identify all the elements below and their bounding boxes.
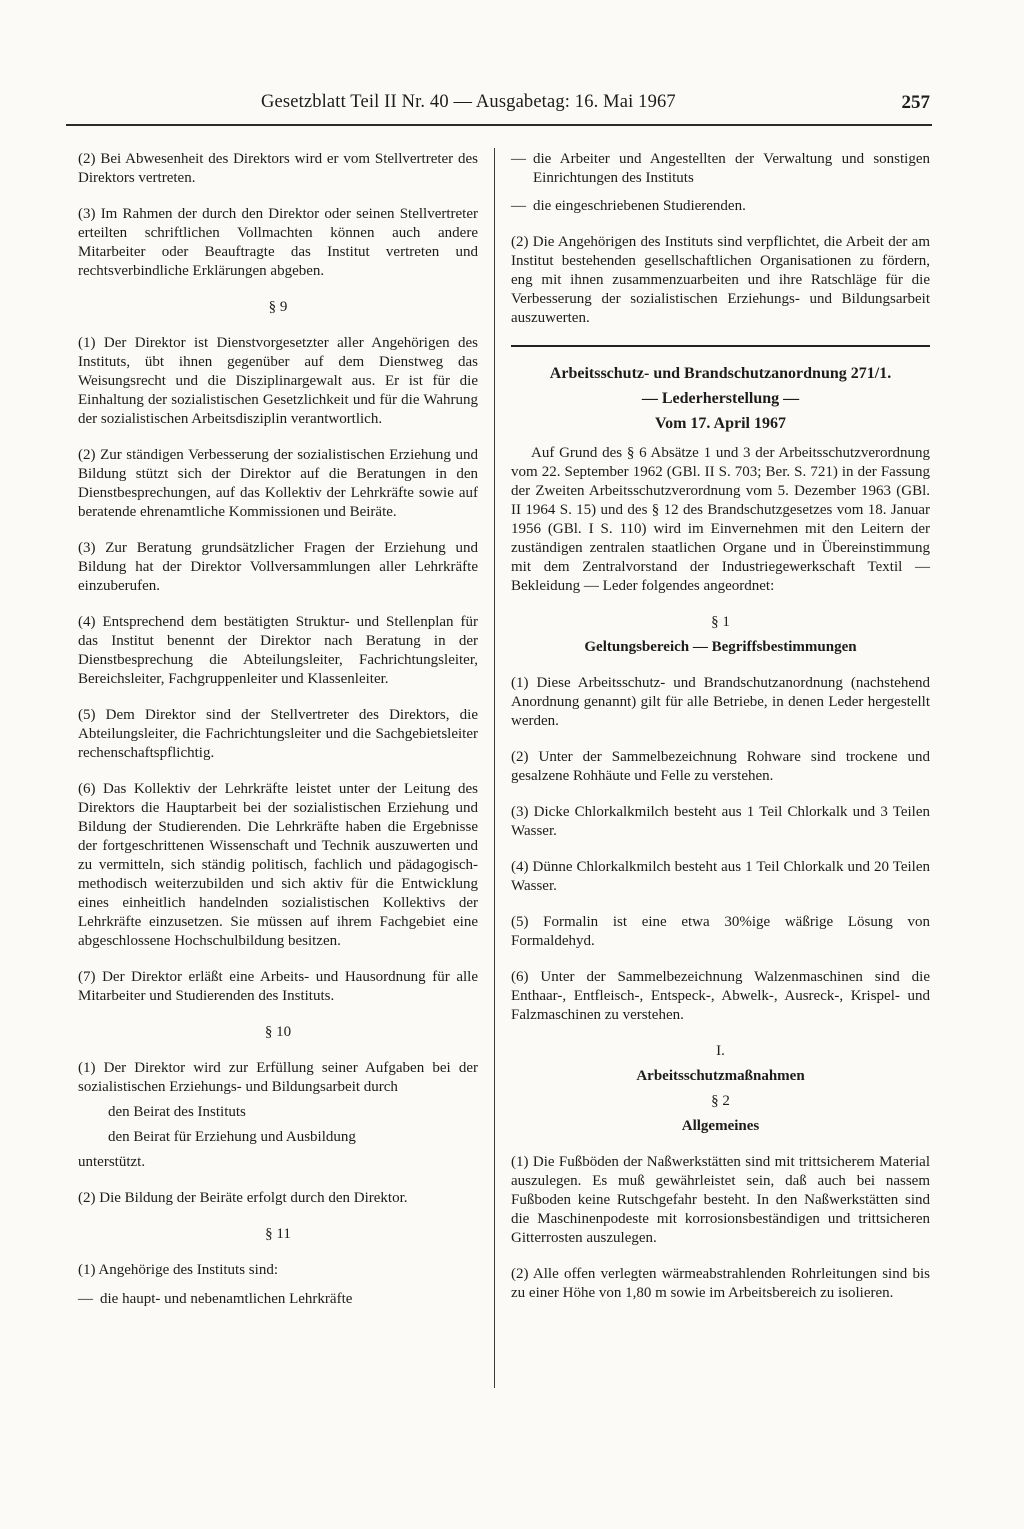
section-rule bbox=[511, 345, 930, 347]
paragraph: unterstützt. bbox=[78, 1154, 146, 1170]
paragraph: (1) Der Direktor wird zur Erfüllung seiner Aufgaben bei der sozialistischen Erziehungs- und Bildungsarbeit durch bbox=[78, 1060, 478, 1095]
paragraph: (4) Entsprechend dem bestätigten Struktur- und Stellenplan für das Institut benennt der Direktor nach Beratung in der Dienstbesprechung die Abteilungsleiter, Fachrichtungsleiter, Bereichsleiter, Fachgruppenleiter und Klassenleiter. bbox=[78, 614, 478, 687]
paragraph: (2) Unter der Sammelbezeichnung Rohware sind trockene und gesalzene Rohhäute und Felle zu verstehen. bbox=[511, 749, 930, 784]
section-heading: § 1 bbox=[711, 614, 730, 630]
paragraph: (6) Unter der Sammelbezeichnung Walzenmaschinen sind die Enthaar-, Entfleisch-, Entspeck-, Abwelk-, Ausreck-, Krispel- und Falzmaschinen zu verstehen. bbox=[511, 969, 930, 1023]
list-item: den Beirat des Instituts bbox=[108, 1104, 246, 1120]
left-column bbox=[78, 150, 478, 1318]
paragraph: (3) Im Rahmen der durch den Direktor oder seinen Stellvertreter erteilten schriftlichen Vollmachten können auch andere Mitarbeiter oder Beauftragte das Institut vertreten und rechtsverbindliche Erklärungen abgeben. bbox=[78, 206, 478, 279]
paragraph: (1) Der Direktor ist Dienstvorgesetzter aller Angehörigen des Instituts, übt ihnen gegenüber auf dem Dienstweg das Weisungsrecht und die Disziplinargewalt aus. Er ist für die Einhaltung der sozialistischen Gesetzlichkeit und für die Wahrung der sozialistischen Arbeitsdisziplin verantwortlich. bbox=[78, 335, 478, 427]
section-heading: § 9 bbox=[268, 299, 288, 315]
dash-list-item bbox=[511, 197, 930, 216]
paragraph: (5) Dem Direktor sind der Stellvertreter des Direktors, die Abteilungsleiter, die Fachrichtungsleiter und die Sachgebietsleiter rechenschaftspflichtig. bbox=[78, 707, 478, 761]
dash-list-item bbox=[78, 1290, 478, 1309]
paragraph: (2) Die Angehörigen des Instituts sind verpflichtet, die Arbeit der am Institut bestehenden gesellschaftlichen Organisationen zu fördern, eng mit ihnen zusammenzuarbeiten und ihre Ratschläge für die Verbesserung der sozialistischen Erziehungs- und Bildungsarbeit auszuwerten. bbox=[511, 234, 930, 326]
paragraph: (3) Zur Beratung grundsätzlicher Fragen der Erziehung und Bildung hat der Direktor Vollversammlungen aller Lehrkräfte einzuberufen. bbox=[78, 540, 478, 594]
part-title: Arbeitsschutzmaßnahmen bbox=[636, 1068, 805, 1084]
right-column bbox=[511, 150, 930, 1320]
preamble: Auf Grund des § 6 Absätze 1 und 3 der Arbeitsschutzverordnung vom 22. September 1962 (GBl. II S. 703; Ber. S. 721) in der Fassung der Zweiten Arbeitsschutzverordnung vom 5. Dezember 1963 (GBl. II 1964 S. 15) und des § 12 des Brandschutzgesetzes vom 18. Januar 1956 (GBl. I S. 110) wird im Einvernehmen mit den Leitern der zuständigen zentralen staatlichen Organe und in Übereinstimmung mit dem Zentralvorstand der Industriegewerkschaft Textil — Bekleidung — Leder folgendes angeordnet: bbox=[511, 445, 930, 594]
section-title: Allgemeines bbox=[681, 1118, 760, 1134]
ordinance-subtitle: — Lederherstellung — bbox=[641, 390, 800, 407]
section-heading: § 11 bbox=[265, 1226, 291, 1242]
paragraph: (2) Zur ständigen Verbesserung der sozialistischen Erziehung und Bildung stützt sich der Direktor auf die Beratungen in den Dienstbesprechungen, auf das Kollektiv der Lehrkräfte sowie auf beratende ehrenamtliche Kommissionen und Beiräte. bbox=[78, 447, 478, 520]
paragraph: (1) Angehörige des Instituts sind: bbox=[78, 1262, 278, 1278]
paragraph: (2) Alle offen verlegten wärmeabstrahlenden Rohrleitungen sind bis zu einer Höhe von 1,80 m sowie im Arbeitsbereich zu isolieren. bbox=[511, 1266, 930, 1301]
paragraph: (6) Das Kollektiv der Lehrkräfte leistet unter der Leitung des Direktors die Hauptarbeit bei der sozialistischen Erziehung und Bildung der Studierenden. Die Lehrkräfte haben die Ergebnisse der fortgeschrittenen Wissenschaft und Technik auszuwerten und zu vermitteln, sich ständig politisch, fachlich und pädagogisch-methodisch weiterzubilden und sich aktiv für die Entwicklung eines einheitlich handelnden sozialistischen Kollektivs der Lehrkräfte einzusetzen. Sie müssen auf ihrem Fachgebiet eine abgeschlossene Hochschulbildung besitzen. bbox=[78, 781, 478, 949]
ordinance-title: Arbeitsschutz- und Brandschutzanordnung 271/1. bbox=[549, 365, 892, 382]
page-header bbox=[66, 86, 932, 122]
dash-marker: — bbox=[511, 151, 526, 167]
header-rule bbox=[66, 124, 932, 126]
paragraph: (7) Der Direktor erläßt eine Arbeits- und Hausordnung für alle Mitarbeiter und Studierenden des Instituts. bbox=[78, 969, 478, 1004]
section-heading: § 10 bbox=[264, 1024, 292, 1040]
paragraph: (2) Die Bildung der Beiräte erfolgt durch den Direktor. bbox=[78, 1190, 408, 1206]
dash-text: die haupt- und nebenamtlichen Lehrkräfte bbox=[100, 1291, 353, 1307]
paragraph: (3) Dicke Chlorkalkmilch besteht aus 1 Teil Chlorkalk und 3 Teilen Wasser. bbox=[511, 804, 930, 839]
ordinance-date: Vom 17. April 1967 bbox=[655, 415, 786, 432]
section-title: Geltungsbereich — Begriffsbestimmungen bbox=[584, 639, 857, 655]
page-number: 257 bbox=[901, 92, 930, 113]
paragraph: (1) Die Fußböden der Naßwerkstätten sind mit trittsicherem Material auszulegen. Es muß gewährleistet sein, daß auch bei nassem Fußboden keine Rutschgefahr besteht. In den Naßwerkstätten sind die Maschinenpodeste mit korrosionsbeständigen und trittsicheren Gitterrosten auszulegen. bbox=[511, 1154, 930, 1246]
part-heading: I. bbox=[716, 1043, 725, 1059]
section-heading: § 2 bbox=[711, 1093, 730, 1109]
dash-marker: — bbox=[511, 198, 526, 214]
paragraph: (1) Diese Arbeitsschutz- und Brandschutzanordnung (nachstehend Anordnung genannt) gilt für alle Betriebe, in denen Leder hergestellt werden. bbox=[511, 675, 930, 729]
list-item: den Beirat für Erziehung und Ausbildung bbox=[108, 1129, 356, 1145]
dash-list-item bbox=[511, 150, 930, 188]
gazette-title: Gesetzblatt Teil II Nr. 40 — Ausgabetag: 16. Mai 1967 bbox=[261, 92, 676, 112]
column-divider bbox=[494, 148, 495, 1388]
dash-text: die Arbeiter und Angestellten der Verwaltung und sonstigen Einrichtungen des Instituts bbox=[533, 151, 930, 186]
dash-marker: — bbox=[78, 1291, 93, 1307]
paragraph: (4) Dünne Chlorkalkmilch besteht aus 1 Teil Chlorkalk und 20 Teilen Wasser. bbox=[511, 859, 930, 894]
paragraph: (2) Bei Abwesenheit des Direktors wird er vom Stellvertreter des Direktors vertreten. bbox=[78, 151, 478, 186]
paragraph: (5) Formalin ist eine etwa 30%ige wäßrige Lösung von Formaldehyd. bbox=[511, 914, 930, 949]
dash-text: die eingeschriebenen Studierenden. bbox=[533, 198, 746, 214]
